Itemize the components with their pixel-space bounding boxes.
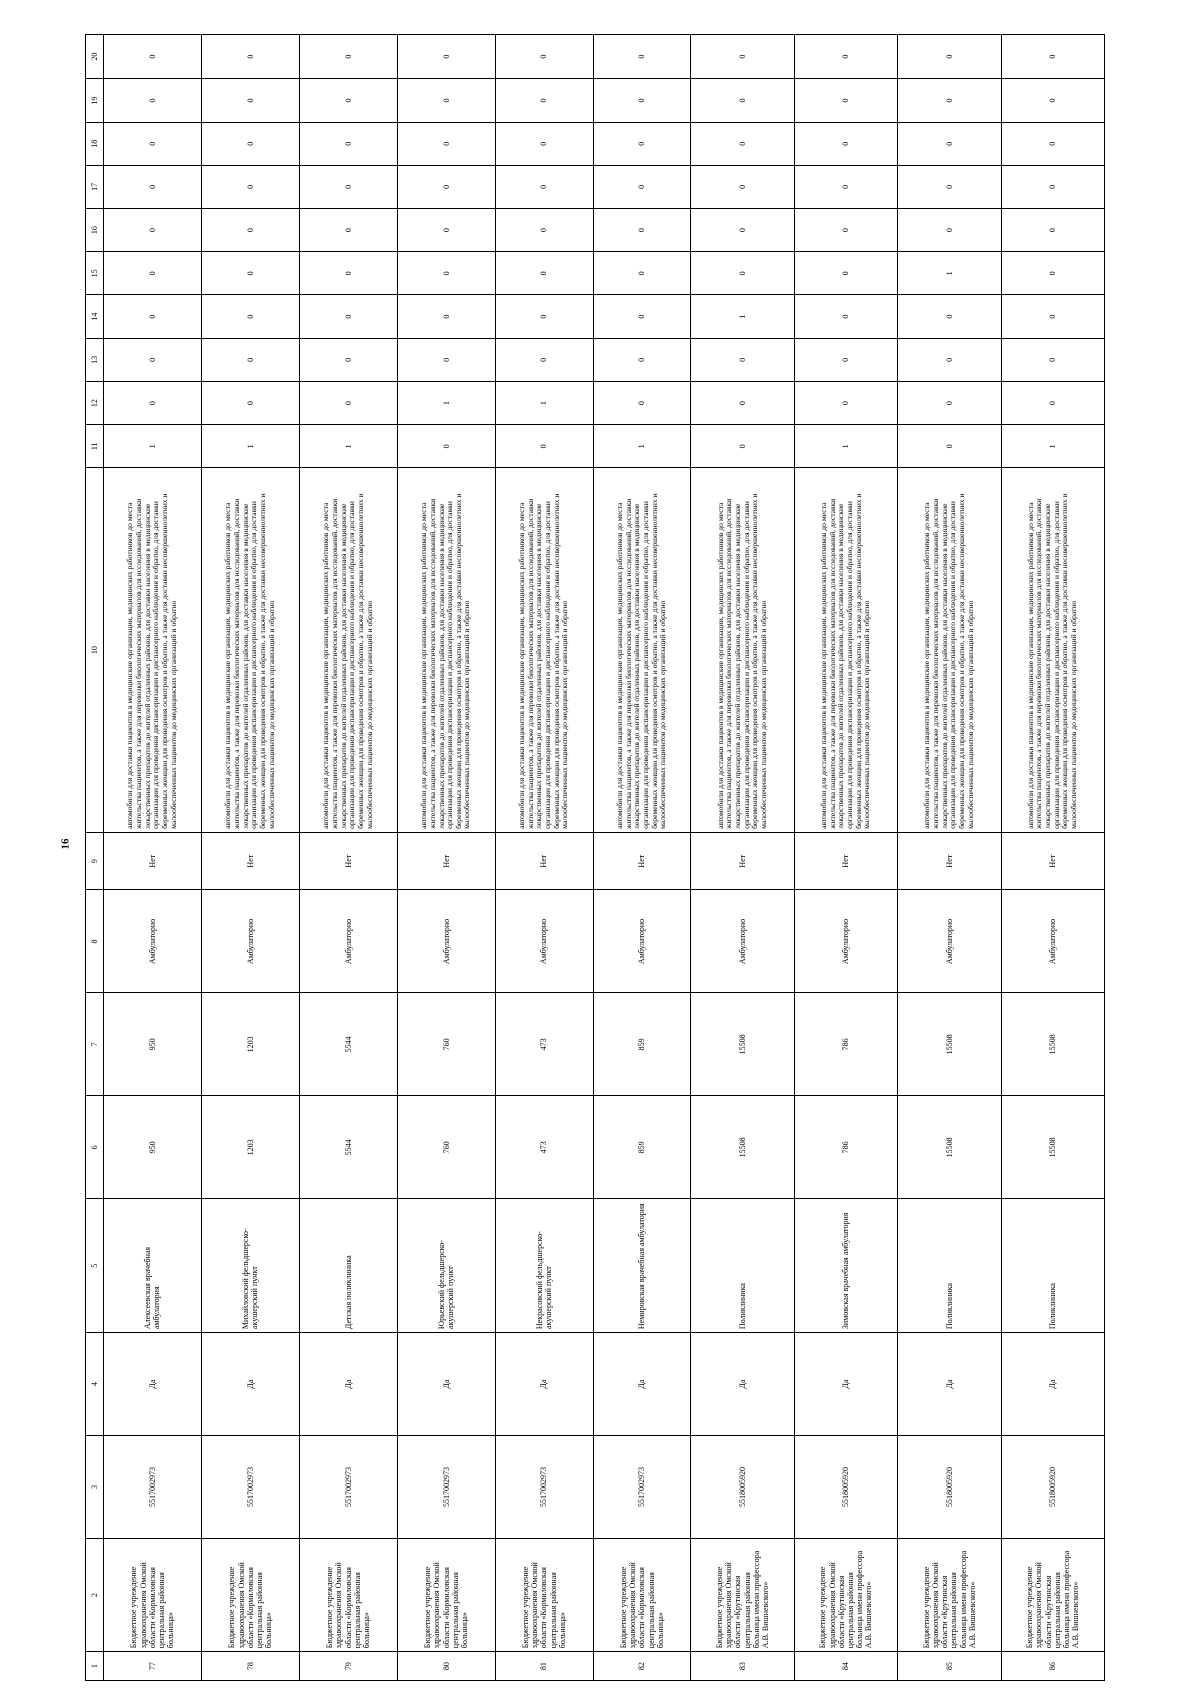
column-header: 4 bbox=[86, 1333, 104, 1436]
table-cell: 0 bbox=[794, 165, 897, 208]
table-cell: 473 bbox=[495, 993, 593, 1096]
table-cell: Да bbox=[593, 1333, 691, 1436]
table-cell: Амбулаторно bbox=[495, 890, 593, 993]
table-row bbox=[495, 35, 593, 1681]
column-header: 20 bbox=[86, 35, 104, 79]
table-cell: 5544 bbox=[299, 993, 397, 1096]
table-cell: Алексеевская врачебная амбулатория bbox=[104, 1199, 202, 1333]
table-cell: Амбулаторно bbox=[1001, 890, 1104, 993]
column-header: 19 bbox=[86, 79, 104, 122]
table-cell: Бюджетное учреждение здравоохранения Омской области «Крутинская центральная районная больница имени профессора А.В. Вишневского» bbox=[794, 1538, 897, 1651]
table-cell: 1203 bbox=[201, 1096, 299, 1199]
table-cell: 0 bbox=[898, 165, 1001, 208]
table-cell: 0 bbox=[201, 35, 299, 79]
table-cell: 5517002973 bbox=[495, 1436, 593, 1539]
table-cell: Нет bbox=[898, 832, 1001, 890]
table-cell: 0 bbox=[593, 381, 691, 424]
table-cell: 85 bbox=[898, 1652, 1001, 1681]
table-cell: 0 bbox=[104, 209, 202, 252]
table-cell: автомобили для доставки пациентов в медицинские организации, медицинских работников до места жительства пациентов, а также для перевозки биологических материалов для исследований, доставки лекарственных препаратов до жителей отдаленных районов, для доставки населения в медицинские организации для проведения диспансеризации и диспансерного наблюдения и обратно, для доставки беременных женщин для проведения осмотров и обратно, а также для доставки несовершеннолетних и малообеспеченных пациентов до медицинских организаций и обратно bbox=[201, 468, 299, 832]
table-cell: Бюджетное учреждение здравоохранения Омской области «Крутинская центральная районная больница имени профессора А.В. Вишневского» bbox=[898, 1538, 1001, 1651]
table-cell: Бюджетное учреждение здравоохранения Омской области «Кормиловская центральная районная больница» bbox=[593, 1538, 691, 1651]
page-number: 16 bbox=[59, 838, 72, 850]
table-cell: 0 bbox=[397, 338, 495, 381]
column-header: 3 bbox=[86, 1436, 104, 1539]
table-cell: 0 bbox=[1001, 209, 1104, 252]
table-cell: автомобили для доставки пациентов в медицинские организации, медицинских работников до места жительства пациентов, а также для перевозки биологических материалов для исследований, доставки лекарственных препаратов до жителей отдаленных районов, для доставки населения в медицинские организации для проведения диспансеризации и диспансерного наблюдения и обратно, для доставки беременных женщин для проведения осмотров и обратно, а также для доставки несовершеннолетних и малообеспеченных пациентов до медицинских организаций и обратно bbox=[397, 468, 495, 832]
table-cell: 15508 bbox=[898, 1096, 1001, 1199]
table-cell: 0 bbox=[593, 252, 691, 295]
table-cell: 0 bbox=[299, 252, 397, 295]
table-cell: 1 bbox=[898, 252, 1001, 295]
column-header: 2 bbox=[86, 1538, 104, 1651]
table-row bbox=[201, 35, 299, 1681]
table-cell: 0 bbox=[794, 79, 897, 122]
table-cell: 950 bbox=[104, 993, 202, 1096]
table-cell: 0 bbox=[495, 425, 593, 468]
table-cell: 0 bbox=[898, 338, 1001, 381]
table-cell: автомобили для доставки пациентов в медицинские организации, медицинских работников до места жительства пациентов, а также для перевозки биологических материалов для исследований, доставки лекарственных препаратов до жителей отдаленных районов, для доставки населения в медицинские организации для проведения диспансеризации и диспансерного наблюдения и обратно, для доставки беременных женщин для проведения осмотров и обратно, а также для доставки несовершеннолетних и малообеспеченных пациентов до медицинских организаций и обратно bbox=[1001, 468, 1104, 832]
table-cell: Бюджетное учреждение здравоохранения Омской области «Кормиловская центральная районная больница» bbox=[495, 1538, 593, 1651]
table-row bbox=[1001, 35, 1104, 1681]
table-cell: Да bbox=[495, 1333, 593, 1436]
table-cell: 0 bbox=[593, 209, 691, 252]
table-cell: Амбулаторно bbox=[299, 890, 397, 993]
table-cell: 83 bbox=[691, 1652, 794, 1681]
table-cell: 0 bbox=[104, 252, 202, 295]
table-cell: 5517002973 bbox=[397, 1436, 495, 1539]
column-header: 14 bbox=[86, 295, 104, 338]
table-row bbox=[397, 35, 495, 1681]
table-cell: 0 bbox=[299, 338, 397, 381]
table-cell: 0 bbox=[794, 35, 897, 79]
table-cell: автомобили для доставки пациентов в медицинские организации, медицинских работников до места жительства пациентов, а также для перевозки биологических материалов для исследований, доставки лекарственных препаратов до жителей отдаленных районов, для доставки населения в медицинские организации для проведения диспансеризации и диспансерного наблюдения и обратно, для доставки беременных женщин для проведения осмотров и обратно, а также для доставки несовершеннолетних и малообеспеченных пациентов до медицинских организаций и обратно bbox=[593, 468, 691, 832]
column-header: 6 bbox=[86, 1096, 104, 1199]
table-cell: 15508 bbox=[691, 1096, 794, 1199]
table-cell: 0 bbox=[299, 35, 397, 79]
table-cell: 0 bbox=[1001, 122, 1104, 165]
table-row bbox=[299, 35, 397, 1681]
table-cell: Амбулаторно bbox=[397, 890, 495, 993]
table-cell: 0 bbox=[397, 122, 495, 165]
table-cell: 15508 bbox=[691, 993, 794, 1096]
table-cell: 760 bbox=[397, 993, 495, 1096]
table-cell: 0 bbox=[201, 122, 299, 165]
table-cell: Да bbox=[691, 1333, 794, 1436]
table-cell: Амбулаторно bbox=[794, 890, 897, 993]
table-cell: Нет bbox=[397, 832, 495, 890]
table-cell: Да bbox=[898, 1333, 1001, 1436]
rotated-table-container bbox=[85, 34, 1105, 1681]
table-cell: Нет bbox=[1001, 832, 1104, 890]
table-cell: 0 bbox=[104, 122, 202, 165]
table-cell: Нет bbox=[299, 832, 397, 890]
table-cell: 0 bbox=[691, 381, 794, 424]
table-cell: 82 bbox=[593, 1652, 691, 1681]
table-cell: 0 bbox=[397, 252, 495, 295]
table-row bbox=[898, 35, 1001, 1681]
table-cell: 0 bbox=[299, 209, 397, 252]
table-cell: Поликлиника bbox=[691, 1199, 794, 1333]
table-cell: 0 bbox=[201, 338, 299, 381]
table-cell: 86 bbox=[1001, 1652, 1104, 1681]
table-cell: 5518005920 bbox=[691, 1436, 794, 1539]
table-cell: 1 bbox=[397, 381, 495, 424]
table-cell: 5518005920 bbox=[1001, 1436, 1104, 1539]
table-cell: 80 bbox=[397, 1652, 495, 1681]
table-cell: автомобили для доставки пациентов в медицинские организации, медицинских работников до места жительства пациентов, а также для перевозки биологических материалов для исследований, доставки лекарственных препаратов до жителей отдаленных районов, для доставки населения в медицинские организации для проведения диспансеризации и диспансерного наблюдения и обратно, для доставки беременных женщин для проведения осмотров и обратно, а также для доставки несовершеннолетних и малообеспеченных пациентов до медицинских организаций и обратно bbox=[898, 468, 1001, 832]
table-cell: 0 bbox=[691, 252, 794, 295]
table-cell: 859 bbox=[593, 993, 691, 1096]
table-cell: 0 bbox=[201, 381, 299, 424]
table-cell: 0 bbox=[691, 165, 794, 208]
table-body bbox=[104, 35, 1105, 1681]
table-cell: 5544 bbox=[299, 1096, 397, 1199]
table-cell: 15508 bbox=[1001, 993, 1104, 1096]
table-cell: 1 bbox=[299, 425, 397, 468]
table-cell: Некрасовский фельдшерско-акушерский пункт bbox=[495, 1199, 593, 1333]
table-cell: Амбулаторно bbox=[691, 890, 794, 993]
table-cell: 0 bbox=[794, 338, 897, 381]
table-cell: 0 bbox=[299, 295, 397, 338]
table-cell: 0 bbox=[201, 295, 299, 338]
table-cell: Нет bbox=[201, 832, 299, 890]
column-header: 7 bbox=[86, 993, 104, 1096]
table-cell: 15508 bbox=[1001, 1096, 1104, 1199]
table-cell: 0 bbox=[898, 425, 1001, 468]
table-cell: Нет bbox=[794, 832, 897, 890]
table-cell: 0 bbox=[397, 209, 495, 252]
table-cell: 0 bbox=[794, 381, 897, 424]
column-header: 17 bbox=[86, 165, 104, 208]
table-cell: Нет bbox=[691, 832, 794, 890]
table-cell: 0 bbox=[397, 425, 495, 468]
table-cell: 1 bbox=[201, 425, 299, 468]
column-header: 13 bbox=[86, 338, 104, 381]
column-header: 11 bbox=[86, 425, 104, 468]
column-header: 16 bbox=[86, 209, 104, 252]
table-cell: Амбулаторно bbox=[898, 890, 1001, 993]
data-table bbox=[85, 34, 1105, 1681]
table-cell: 0 bbox=[593, 79, 691, 122]
table-cell: 0 bbox=[1001, 381, 1104, 424]
table-cell: 0 bbox=[898, 295, 1001, 338]
table-cell: 0 bbox=[104, 79, 202, 122]
table-cell: 78 bbox=[201, 1652, 299, 1681]
table-row bbox=[104, 35, 202, 1681]
table-cell: 5517002973 bbox=[299, 1436, 397, 1539]
table-cell: Да bbox=[299, 1333, 397, 1436]
column-header: 5 bbox=[86, 1199, 104, 1333]
table-cell: 0 bbox=[299, 381, 397, 424]
table-cell: 0 bbox=[397, 165, 495, 208]
table-cell: 786 bbox=[794, 993, 897, 1096]
table-cell: 0 bbox=[691, 209, 794, 252]
table-cell: Немировская врачебная амбулатория bbox=[593, 1199, 691, 1333]
table-cell: 786 bbox=[794, 1096, 897, 1199]
table-cell: 859 bbox=[593, 1096, 691, 1199]
table-cell: 0 bbox=[1001, 338, 1104, 381]
table-cell: 0 bbox=[299, 79, 397, 122]
table-cell: 0 bbox=[495, 79, 593, 122]
table-cell: 15508 bbox=[898, 993, 1001, 1096]
table-cell: 0 bbox=[1001, 35, 1104, 79]
table-cell: 0 bbox=[898, 35, 1001, 79]
table-cell: 0 bbox=[898, 381, 1001, 424]
table-row bbox=[691, 35, 794, 1681]
table-cell: 5518005920 bbox=[898, 1436, 1001, 1539]
table-cell: 0 bbox=[794, 122, 897, 165]
table-cell: 0 bbox=[299, 122, 397, 165]
table-cell: 0 bbox=[898, 209, 1001, 252]
table-cell: 1 bbox=[593, 425, 691, 468]
table-cell: 0 bbox=[104, 381, 202, 424]
table-cell: 0 bbox=[201, 79, 299, 122]
table-cell: 0 bbox=[397, 35, 495, 79]
table-cell: 950 bbox=[104, 1096, 202, 1199]
table-cell: автомобили для доставки пациентов в медицинские организации, медицинских работников до места жительства пациентов, а также для перевозки биологических материалов для исследований, доставки лекарственных препаратов до жителей отдаленных районов, для доставки населения в медицинские организации для проведения диспансеризации и диспансерного наблюдения и обратно, для доставки беременных женщин для проведения осмотров и обратно, а также для доставки несовершеннолетних и малообеспеченных пациентов до медицинских организаций и обратно bbox=[104, 468, 202, 832]
table-cell: 0 bbox=[898, 122, 1001, 165]
table-cell: 1 bbox=[1001, 425, 1104, 468]
table-cell: 0 bbox=[104, 295, 202, 338]
column-header: 18 bbox=[86, 122, 104, 165]
table-cell: Нет bbox=[593, 832, 691, 890]
table-cell: 0 bbox=[495, 338, 593, 381]
table-cell: 0 bbox=[1001, 295, 1104, 338]
table-cell: 0 bbox=[495, 209, 593, 252]
table-cell: автомобили для доставки пациентов в медицинские организации, медицинских работников до места жительства пациентов, а также для перевозки биологических материалов для исследований, доставки лекарственных препаратов до жителей отдаленных районов, для доставки населения в медицинские организации для проведения диспансеризации и диспансерного наблюдения и обратно, для доставки беременных женщин для проведения осмотров и обратно, а также для доставки несовершеннолетних и малообеспеченных пациентов до медицинских организаций и обратно bbox=[691, 468, 794, 832]
table-cell: Нет bbox=[495, 832, 593, 890]
table-cell: 5517002973 bbox=[104, 1436, 202, 1539]
table-cell: автомобили для доставки пациентов в медицинские организации, медицинских работников до места жительства пациентов, а также для перевозки биологических материалов для исследований, доставки лекарственных препаратов до жителей отдаленных районов, для доставки населения в медицинские организации для проведения диспансеризации и диспансерного наблюдения и обратно, для доставки беременных женщин для проведения осмотров и обратно, а также для доставки несовершеннолетних и малообеспеченных пациентов до медицинских организаций и обратно bbox=[299, 468, 397, 832]
table-cell: 0 bbox=[495, 122, 593, 165]
table-cell: 0 bbox=[495, 295, 593, 338]
table-cell: Бюджетное учреждение здравоохранения Омской области «Кормиловская центральная районная больница» bbox=[397, 1538, 495, 1651]
table-cell: Амбулаторно bbox=[104, 890, 202, 993]
table-cell: 0 bbox=[691, 425, 794, 468]
table-cell: Да bbox=[794, 1333, 897, 1436]
table-cell: Бюджетное учреждение здравоохранения Омской области «Кормиловская центральная районная больница» bbox=[201, 1538, 299, 1651]
table-row bbox=[794, 35, 897, 1681]
table-cell: 1 bbox=[104, 425, 202, 468]
table-cell: 77 bbox=[104, 1652, 202, 1681]
table-cell: 1 bbox=[495, 381, 593, 424]
column-header: 9 bbox=[86, 832, 104, 890]
table-cell: Амбулаторно bbox=[201, 890, 299, 993]
table-cell: 0 bbox=[1001, 252, 1104, 295]
table-cell: 0 bbox=[691, 338, 794, 381]
table-cell: 0 bbox=[104, 35, 202, 79]
table-cell: 0 bbox=[299, 165, 397, 208]
table-cell: Да bbox=[104, 1333, 202, 1436]
table-cell: 0 bbox=[593, 165, 691, 208]
table-cell: 0 bbox=[898, 79, 1001, 122]
table-cell: Поликлиника bbox=[898, 1199, 1001, 1333]
table-cell: 1 bbox=[691, 295, 794, 338]
header-row bbox=[86, 35, 104, 1681]
table-cell: 0 bbox=[1001, 79, 1104, 122]
table-cell: 0 bbox=[397, 79, 495, 122]
column-header: 10 bbox=[86, 468, 104, 832]
table-cell: Да bbox=[397, 1333, 495, 1436]
table-cell: 760 bbox=[397, 1096, 495, 1199]
table-cell: 0 bbox=[495, 165, 593, 208]
table-cell: 0 bbox=[794, 209, 897, 252]
table-cell: 0 bbox=[201, 252, 299, 295]
table-cell: 1 bbox=[794, 425, 897, 468]
table-cell: 0 bbox=[794, 295, 897, 338]
table-cell: Нет bbox=[104, 832, 202, 890]
table-cell: Амбулаторно bbox=[593, 890, 691, 993]
table-cell: Зимовская врачебная амбулатория bbox=[794, 1199, 897, 1333]
table-cell: автомобили для доставки пациентов в медицинские организации, медицинских работников до места жительства пациентов, а также для перевозки биологических материалов для исследований, доставки лекарственных препаратов до жителей отдаленных районов, для доставки населения в медицинские организации для проведения диспансеризации и диспансерного наблюдения и обратно, для доставки беременных женщин для проведения осмотров и обратно, а также для доставки несовершеннолетних и малообеспеченных пациентов до медицинских организаций и обратно bbox=[794, 468, 897, 832]
table-cell: 0 bbox=[495, 252, 593, 295]
table-cell: Михайловский фельдшерско-акушерский пункт bbox=[201, 1199, 299, 1333]
table-cell: 0 bbox=[593, 122, 691, 165]
table-cell: Детская поликлиника bbox=[299, 1199, 397, 1333]
table-cell: 0 bbox=[1001, 165, 1104, 208]
table-cell: 0 bbox=[794, 252, 897, 295]
table-cell: Бюджетное учреждение здравоохранения Омской области «Крутинская центральная районная больница имени профессора А.В. Вишневского» bbox=[691, 1538, 794, 1651]
table-cell: Юрьевский фельдшерско-акушерский пункт bbox=[397, 1199, 495, 1333]
column-header: 8 bbox=[86, 890, 104, 993]
table-cell: 0 bbox=[691, 35, 794, 79]
table-cell: 5517002973 bbox=[201, 1436, 299, 1539]
table-cell: Бюджетное учреждение здравоохранения Омской области «Кормиловская центральная районная больница» bbox=[299, 1538, 397, 1651]
column-header: 12 bbox=[86, 381, 104, 424]
table-cell: 0 bbox=[691, 122, 794, 165]
column-header: 1 bbox=[86, 1652, 104, 1681]
table-cell: Бюджетное учреждение здравоохранения Омской области «Кормиловская центральная районная больница» bbox=[104, 1538, 202, 1651]
table-cell: автомобили для доставки пациентов в медицинские организации, медицинских работников до места жительства пациентов, а также для перевозки биологических материалов для исследований, доставки лекарственных препаратов до жителей отдаленных районов, для доставки населения в медицинские организации для проведения диспансеризации и диспансерного наблюдения и обратно, для доставки беременных женщин для проведения осмотров и обратно, а также для доставки несовершеннолетних и малообеспеченных пациентов до медицинских организаций и обратно bbox=[495, 468, 593, 832]
table-cell: 0 bbox=[593, 295, 691, 338]
table-cell: 0 bbox=[104, 165, 202, 208]
table-cell: 5518005920 bbox=[794, 1436, 897, 1539]
table-cell: 0 bbox=[495, 35, 593, 79]
table-cell: 0 bbox=[201, 165, 299, 208]
table-cell: Поликлиника bbox=[1001, 1199, 1104, 1333]
table-cell: Да bbox=[201, 1333, 299, 1436]
table-cell: 0 bbox=[593, 338, 691, 381]
table-cell: 473 bbox=[495, 1096, 593, 1199]
table-cell: 84 bbox=[794, 1652, 897, 1681]
table-cell: Бюджетное учреждение здравоохранения Омской области «Крутинская центральная районная больница имени профессора А.В. Вишневского» bbox=[1001, 1538, 1104, 1651]
table-cell: 81 bbox=[495, 1652, 593, 1681]
table-cell: 0 bbox=[593, 35, 691, 79]
table-cell: 0 bbox=[104, 338, 202, 381]
table-cell: 5517002973 bbox=[593, 1436, 691, 1539]
table-cell: 0 bbox=[201, 209, 299, 252]
table-cell: Да bbox=[1001, 1333, 1104, 1436]
table-row bbox=[593, 35, 691, 1681]
table-cell: 1203 bbox=[201, 993, 299, 1096]
table-cell: 0 bbox=[397, 295, 495, 338]
column-header: 15 bbox=[86, 252, 104, 295]
table-cell: 79 bbox=[299, 1652, 397, 1681]
table-cell: 0 bbox=[691, 79, 794, 122]
